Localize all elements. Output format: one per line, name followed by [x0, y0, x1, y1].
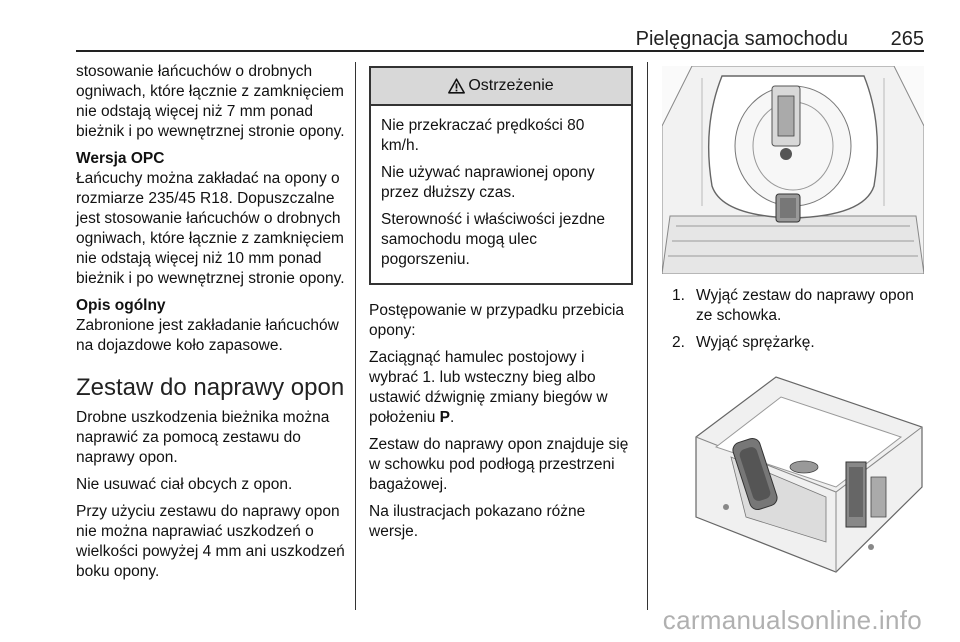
- column-right: [662, 62, 928, 579]
- paragraph: Przy użyciu zestawu do naprawy opon nie można naprawiać uszkodzeń o wielkości powyżej 4 mm ani uszkodzeń boku opony.: [76, 503, 345, 580]
- section-title: Zestaw do naprawy opon: [76, 374, 345, 401]
- paragraph: Na ilustracjach pokazano różne wersje.: [369, 503, 586, 540]
- step-text: Wyjąć zestaw do naprawy opon ze schowka.: [696, 287, 914, 324]
- steps-list: [662, 286, 928, 353]
- subheading-opc: Wersja OPC: [76, 150, 165, 167]
- list-item: [662, 286, 928, 326]
- trunk-compartment-illustration: [662, 66, 924, 274]
- page-number: 265: [890, 28, 924, 50]
- header-rule: [76, 50, 924, 52]
- paragraph: Postępowanie w przypadku przebicia opony:: [369, 302, 625, 339]
- text-run: .: [450, 409, 455, 426]
- text-run: Zaciągnąć hamulec postojowy i wybrać 1. lub wsteczny bieg albo ustawić dźwignię zmiany biegów w położeniu: [369, 349, 608, 426]
- paragraph: Nie usuwać ciał obcych z opon.: [76, 476, 293, 493]
- column-left: [76, 62, 346, 589]
- paragraph: stosowanie łańcuchów o drobnych ogniwach, które łącznie z zamknięciem nie odstają więcej niż 7 mm ponad bieżnik i po wewnętrznej stronie opony.: [76, 63, 345, 140]
- paragraph: Zestaw do naprawy opon znajduje się w schowku pod podłogą przestrzeni bagażowej.: [369, 436, 629, 493]
- repair-kit-box-illustration: [686, 367, 924, 579]
- page-header: [0, 20, 924, 50]
- paragraph: Drobne uszkodzenia bieżnika można naprawić za pomocą zestawu do naprawy opon.: [76, 409, 330, 466]
- page-title: Pielęgnacja samochodu: [635, 28, 848, 50]
- column-divider: [647, 62, 648, 610]
- paragraph: Zabronione jest zakładanie łańcuchów na dojazdowe koło zapasowe.: [76, 317, 339, 354]
- column-middle: [369, 62, 637, 549]
- subheading-general: Opis ogólny: [76, 297, 166, 314]
- trunk-illustration-graphic: [662, 66, 924, 274]
- warning-line: Nie przekraczać prędkości 80 km/h.: [381, 117, 585, 154]
- warning-body: [371, 106, 631, 283]
- step-number: 2.: [672, 334, 685, 351]
- paragraph: Łańcuchy można zakładać na opony o rozmiarze 235/45 R18. Dopuszczalne jest stosowanie łańcuchów o drobnych ogniwach, które łącznie z zamknięciem nie odstają więcej niż 10 mm ponad bieżnik i po wewnętrznej stronie opony.: [76, 170, 345, 287]
- warning-triangle-icon: [448, 78, 465, 94]
- column-divider: [355, 62, 356, 610]
- warning-box: [369, 66, 633, 285]
- gear-position-p: P: [439, 409, 451, 426]
- watermark: carmanualsonline.info: [662, 605, 922, 635]
- warning-line: Sterowność i właściwości jezdne samochodu mogą ulec pogorszeniu.: [381, 211, 605, 268]
- step-text: Wyjąć sprężarkę.: [696, 334, 815, 351]
- paragraph: [369, 348, 637, 428]
- warning-line: Nie używać naprawionej opony przez dłuższy czas.: [381, 164, 595, 201]
- procedure-text: [369, 301, 637, 542]
- list-item: [662, 333, 928, 353]
- step-number: 1.: [672, 287, 685, 304]
- warning-title: Ostrzeżenie: [468, 77, 554, 94]
- warning-header: [371, 68, 631, 106]
- repair-kit-graphic: [686, 367, 924, 579]
